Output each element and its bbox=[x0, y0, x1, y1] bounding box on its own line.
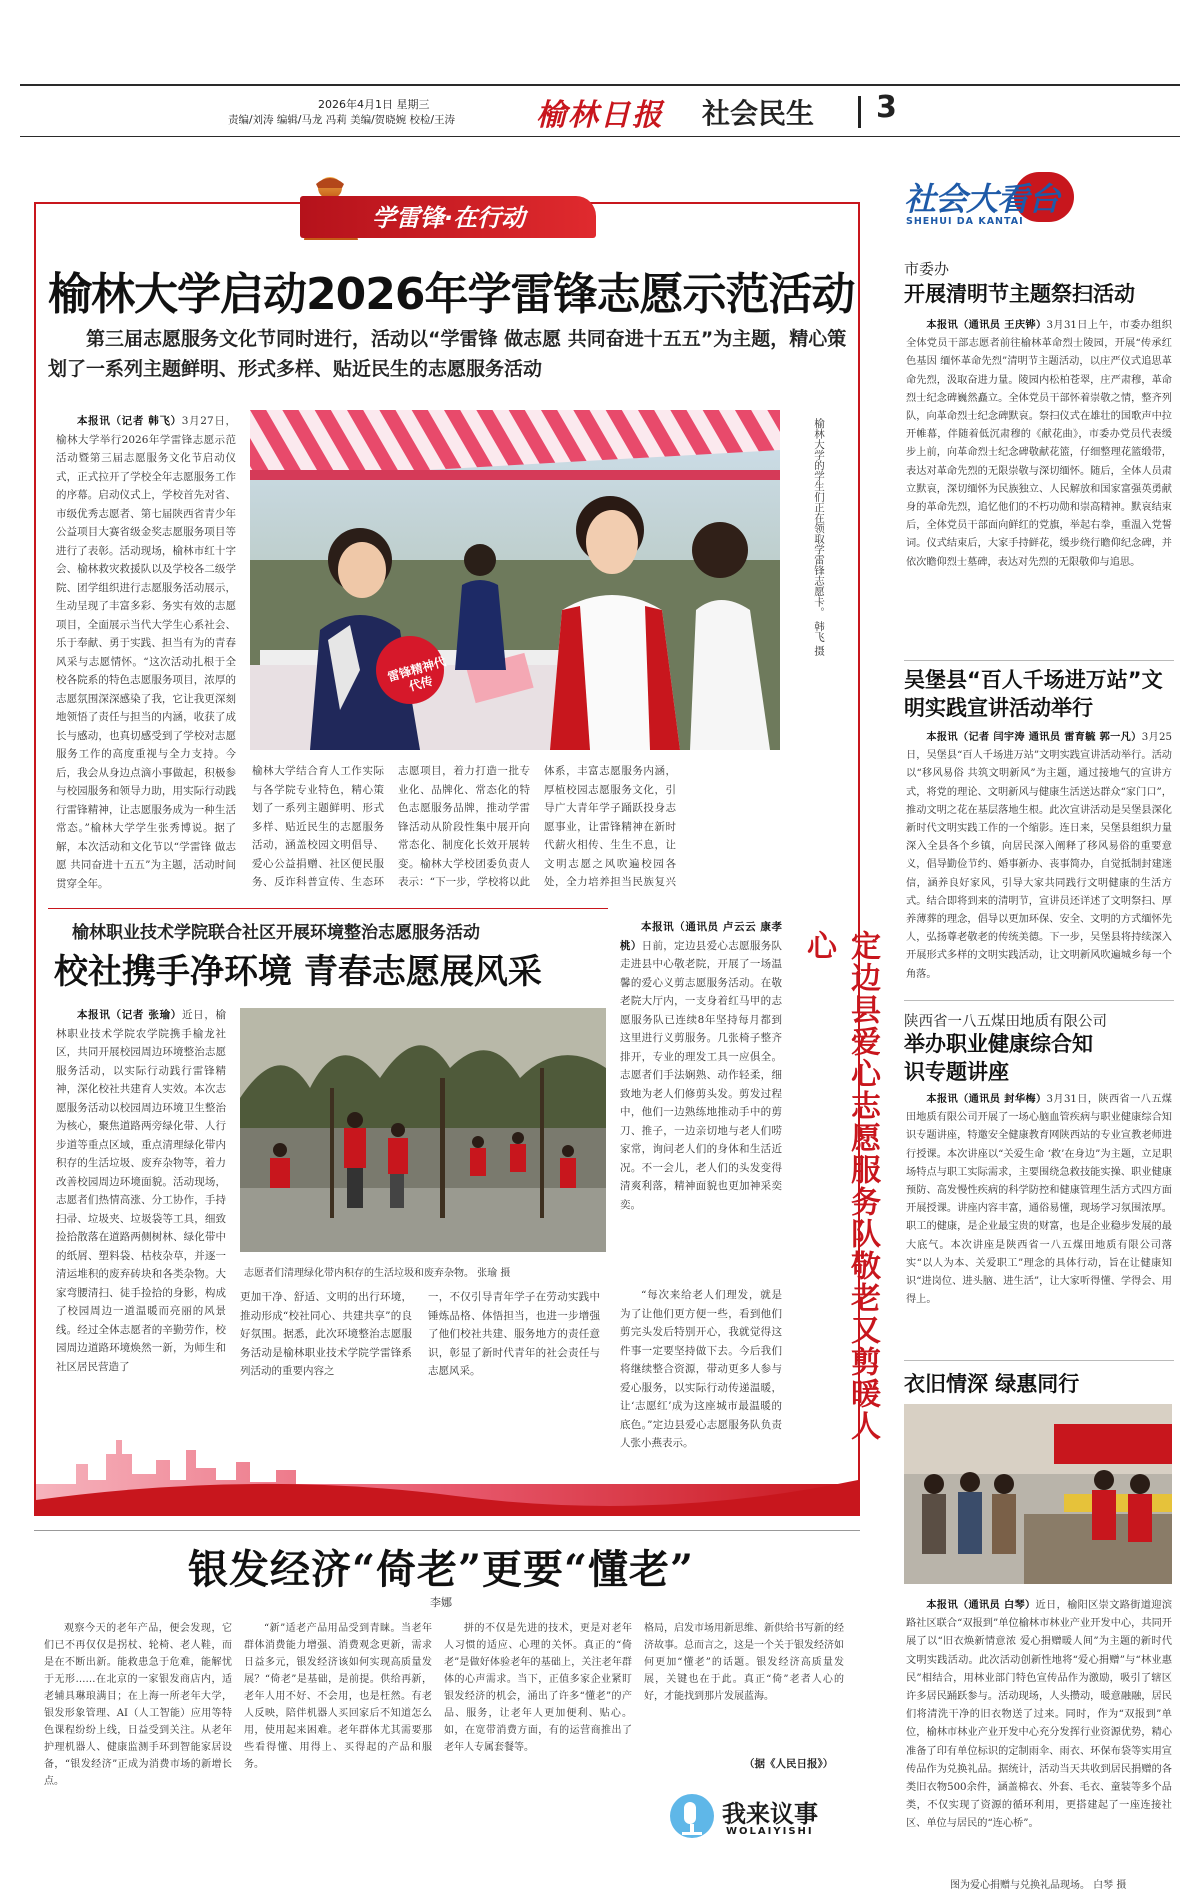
silver-col3: 拼的不仅是先进的技术，更是对老年人习惯的适应、心理的关怀。真正的“倚老”是做好体验老年的基础上，关注老年群体的心声需求。当下，正值多家企业紧盯银发经济的机会，涌出了许多“懂老”的产品、服务，让老年人更加便利、贴心。如，在宽带消费方面，有的运营商推出了老年人专属套餐等。 bbox=[444, 1623, 632, 1753]
dingbian-col1-text: 日前，定边县爱心志愿服务队走进县中心敬老院，开展了一场温馨的爱心义剪志愿服务活动。在敬老院大厅内，一支身着红马甲的志愿服务队已连续8年坚持每月都到这里进行义剪服务。几张椅子整齐排开，专业的理发工具一应俱全。志愿者们手法娴熟、动作轻柔，细致地为老人们修剪头发。剪发过程中，他们一边熟练地推动手中的剪刀、推子，一边亲切地与老人们唠家常，询问老人们的身体和生活近况。不一会儿，老人们的头发变得清爽利落，精神面貌也更加神采奕奕。 bbox=[620, 939, 782, 1211]
sidebar-item2-headline: 举办职业健康综合知识专题讲座 bbox=[904, 1032, 1093, 1084]
masthead-editors: 责编/刘涛 编辑/马龙 冯莉 美编/贺晓婉 校检/王涛 bbox=[228, 114, 456, 126]
masthead-date: 2026年4月1日 星期三 bbox=[318, 98, 430, 111]
sidebar-item0-byline: 本报讯（通讯员 王庆铧） bbox=[926, 319, 1047, 331]
sidebar-item3-body bbox=[906, 1596, 1172, 1870]
sidebar-item2-byline: 本报讯（通讯员 封华梅） bbox=[926, 1093, 1047, 1105]
photo-sign-text: 雷锋精神代代传 bbox=[386, 654, 448, 694]
main-photo-caption: 榆林大学的学生们正在领取学雷锋志愿卡。 韩飞 摄 bbox=[813, 418, 825, 656]
second-col1 bbox=[56, 1006, 226, 1426]
second-col2: 更加干净、舒适、文明的出行环境，推动形成“校社同心、共建共享”的良好氛围。据悉，此次环境整治志愿服务活动是榆林职业技术学院学雷锋系列活动的重要内容之 bbox=[240, 1291, 412, 1377]
dingbian-col1 bbox=[620, 918, 782, 1284]
second-headline: 校社携手净环境 青春志愿展风采 bbox=[54, 952, 542, 992]
skyline-decoration bbox=[36, 1410, 858, 1514]
sidebar-rule-2 bbox=[904, 1000, 1174, 1001]
dingbian-headline: 定边县爱心志愿服务队敬老又剪暖人心 bbox=[801, 930, 880, 1442]
main-col1 bbox=[56, 412, 236, 892]
silver-source: （据《人民日报》） bbox=[744, 1758, 834, 1770]
sidebar-item0-text: 3月31日上午，市委办组织全体党员干部志愿者前往榆林革命烈士陵园，开展“传承红色基因 缅怀革命先烈”清明节主题活动，以庄严仪式追思革命先烈，汲取奋进力量。陵园内松柏苍翠，庄严肃穆，革命烈士纪念碑巍然矗立。全体党员干部怀着崇敬之情，整齐列队，向革命烈士纪念碑默哀。祭扫仪式在雄壮的国歌声中拉开帷幕，伴随着低沉肃穆的《献花曲》，市委办党员代表缓步上前，向革命烈士纪念碑敬献花篮，仔细整理花篮缎带，表达对革命先烈的无限崇敬与深切缅怀。随后，全体人员肃立默哀，深切缅怀为民族独立、人民解放和国家富强英勇献身的革命先烈，追忆他们的不朽功勋和崇高精神。默哀结束后，全体党员干部面向鲜红的党旗，举起右拳，重温入党誓词。仪式结束后，大家手持鲜花，缓步绕行瞻仰纪念碑，并依次瞻仰烈士墓碑，表达对先烈的无限敬仰与追思。 bbox=[906, 320, 1172, 568]
sidebar-item3-byline: 本报讯（通讯员 白琴） bbox=[926, 1599, 1036, 1611]
second-photo-caption: 志愿者们清理绿化带内积存的生活垃圾和废弃杂物。 张瑜 摄 bbox=[244, 1268, 511, 1279]
main-headline: 榆林大学启动2026年学雷锋志愿示范活动 bbox=[48, 269, 855, 320]
sidebar-item0-headline: 开展清明节主题祭扫活动 bbox=[904, 282, 1135, 306]
silver-rule bbox=[34, 1530, 860, 1531]
sidebar-item1-text: 3月25日，吴堡县“百人千场进万站”文明实践宣讲活动举行。活动以“移风易俗 共筑文明新风”为主题，通过接地气的宣讲方式，将党的理论、文明新风与健康生活送达群众“家门口”，推动文明之花在基层落地生根。此次宣讲活动是吴堡县深化新时代文明实践工作的一个缩影。连日来，吴堡县组织力量深入全县各个乡镇，向居民深入阐释了移风易俗的重要意义，倡导勤俭节约、婚事新办、丧事简办，自觉抵制封建迷信，涵养良好家风，引导大家共同践行文明健康的生活方式。结合即将到来的清明节，宣讲员还详述了文明祭扫、厚养薄葬的理念，倡导以更加环保、安全、文明的方式缅怀先人，弘扬尊老敬老的传统美德。下一步，吴堡县将持续深入开展形式多样的文明实践活动，让文明新风吹遍城乡每一个角落。 bbox=[906, 732, 1172, 980]
silver-col2: “新”适老产品用品受到青睐。当老年群体消费能力增强、消费观念更新，需求日益多元，银发经济该如何实现高质量发展？“倚老”是基础，是前提。供给再新，老年人用不好、不会用，也是枉然。有老人反映，陪伴机器人买回家后不知道怎么用，使用起来困难。老年群体尤其需要那些看得懂、用得上、买得起的产品和服务。 bbox=[244, 1623, 432, 1770]
column-logo-en: WOLAIYISHI bbox=[726, 1826, 814, 1837]
second-col3: 一，不仅引导青年学子在劳动实践中锤炼品格、体悟担当，也进一步增强了他们校社共建、服务地方的责任意识，彰显了新时代青年的社会责任与志愿风采。 bbox=[428, 1291, 600, 1377]
masthead-top-rule bbox=[20, 84, 1180, 86]
main-col4: 体系，丰富志愿服务内涵，厚植校园志愿服务文化，引导广大青年学子踊跃投身志愿事业，让雷锋精神在新时代薪火相传、生生不息，让文明志愿之风吹遍校园各处，全力培养担当民族复兴 bbox=[544, 765, 676, 888]
dingbian-col2: “每次来给老人们理发，就是为了让他们更方便一些，看到他们剪完头发后特别开心，我就觉得这件事一定要坚持做下去。今后我们将继续整合资源，带动更多人参与爱心服务，以实际行动传递温暖，让‘志愿红’成为这座城市最温暖的底色。”定边县爱心志愿服务队负责人张小燕表示。 bbox=[620, 1289, 782, 1449]
sidebar-item3-headline: 衣旧情深 绿惠同行 bbox=[904, 1372, 1080, 1396]
second-col1-text: 近日，榆林职业技术学院农学院携手榆龙社区，共同开展校园周边环境整治志愿服务活动，以实际行动践行雷锋精神，深化校社共建育人实效。本次志愿服务活动以校园周边环境卫生整治为核心，聚焦道路两旁绿化带、人行步道等重点区域，重点清理绿化带内积存的生活垃圾、废弃杂物等，着力改善校园周边环境面貌。活动现场，志愿者们热情高涨、分工协作，手持扫帚、垃圾夹、垃圾袋等工具，细致捡拾散落在道路两侧树林、绿化带中的纸屑、塑料袋、枯枝杂草，并逐一清运堆积的废弃砖块和各类杂物。大家弯腰清扫、徒手捡拾的身影，构成了校园周边一道温暖而亮丽的风景线。经过全体志愿者的辛勤劳作，校园周边道路环境焕然一新，为师生和社区居民营造了 bbox=[56, 1009, 226, 1373]
column-logo-icon bbox=[668, 1792, 716, 1840]
sidebar-item3-photo bbox=[904, 1404, 1172, 1584]
main-col3: 志愿项目，着力打造一批专业化、品牌化、常态化的特色志愿服务品牌，推动学雷锋活动从阶段性集中展开向常态化、制度化长效开展转变。榆林大学校团委负责人表示：“下一步，学校将以此 bbox=[398, 765, 530, 888]
sidebar-item2-kicker: 陕西省一八五煤田地质有限公司 bbox=[904, 1014, 1107, 1030]
sidebar-logo: 社会大看台 bbox=[904, 180, 1060, 218]
banner-title: 学雷锋·在行动 bbox=[372, 204, 526, 232]
sidebar-rule-3 bbox=[904, 1360, 1174, 1361]
silver-headline: 银发经济“倚老”更要“懂老” bbox=[188, 1546, 695, 1593]
column-logo-text: 我来议事 bbox=[722, 1800, 818, 1828]
page-number: 3 bbox=[876, 90, 897, 125]
sidebar-item3-caption: 图为爱心捐赠与兑换礼品现场。 白琴 摄 bbox=[950, 1880, 1127, 1891]
dingbian-byline: 本报讯（通讯员 卢云云 康孝桃） bbox=[620, 921, 782, 952]
masthead-bottom-rule bbox=[20, 136, 1180, 137]
second-pretitle: 榆林职业技术学院联合社区开展环境整治志愿服务活动 bbox=[72, 923, 480, 943]
main-col2: 榆林大学结合育人工作实际与各学院专业特色，精心策划了一系列主题鲜明、形式多样、贴近民生的志愿服务活动，涵盖校园文明倡导、爱心公益捐赠、社区便民服务、反诈科普宣传、生态环 bbox=[252, 765, 384, 888]
masthead-divider bbox=[858, 96, 861, 128]
sidebar-item0-body bbox=[906, 316, 1172, 652]
paper-name-logo: 榆林日报 bbox=[536, 98, 664, 133]
sidebar-item1-headline: 吴堡县“百人千场进万站”文明实践宣讲活动举行 bbox=[904, 668, 1163, 720]
sidebar-item0-kicker: 市委办 bbox=[904, 260, 950, 278]
sidebar-item3-text: 近日，榆阳区崇文路街道迎滨路社区联合“双报到”单位榆林市林业产业开发中心，共同开展了以“旧衣焕新情意浓 爱心捐赠暖人间”为主题的新时代文明实践活动。此次活动创新性地将“爱心捐赠”与“林业惠民”相结合，用林业部门特色宣传品作为激励，吸引了辖区许多居民踊跃参与。活动现场，人头攒动，暖意融融，居民们将清洗干净的旧衣物送了过来。同时，作为“双报到”单位，榆林市林业产业开发中心充分发挥行业资源优势，精心准备了印有单位标识的定制雨伞、雨衣、环保布袋等实用宣传品作为兑换礼品。据统计，活动当天共收到居民捐赠的各类旧衣物500余件，涵盖棉衣、外套、毛衣、童装等多个品类，不仅实现了资源的循环利用，更搭建起了一座连接社区、单位与居民的“连心桥”。 bbox=[906, 1600, 1172, 1830]
silver-col1: 观察今天的老年产品，便会发现，它们已不再仅仅是拐杖、轮椅、老人鞋，而是在不断出新。能救患急于危难，能解忧于无形……在北京的一家银发商店内，适老辅具琳琅满目；在上海一所老年大学，银发形象管理、AI（人工智能）应用等特色课程纷纷上线，日益受到关注。从老年护理机器人、健康监测手环到智能家居设备，“银发经济”正成为消费市场的新增长点。 bbox=[44, 1623, 232, 1787]
sidebar-logo-en: SHEHUI DA KANTAI bbox=[906, 216, 1024, 227]
main-col1-text: 3月27日，榆林大学举行2026年学雷锋志愿示范活动暨第三届志愿服务文化节启动仪式，正式拉开了学校全年志愿服务工作的序幕。启动仪式上，学校首先对省、市级优秀志愿者、第七届陕西省青少年公益项目大赛省级金奖志愿服务项目等进行了表彰。活动现场，榆林市红十字会、榆林救灾救援队以及学校各二级学院、团学组织进行志愿服务活动展示，生动呈现了丰富多彩、务实有效的志愿项目，全面展示当代大学生心系社会、乐于奉献、勇于实践、担当有为的青春风采与志愿情怀。“这次活动扎根于全校各院系的特色志愿服务项目，浓厚的志愿氛围深深感染了我，它让我更深刻地领悟了责任与担当的内涵，收获了成长与感动，也真切感受到了学校对志愿服务工作的高度重视与全力支持。今后，我会从身边点滴小事做起，积极参与校园服务和领导力助，用实际行动践行雷锋精神，让志愿服务成为一种生活常态。”榆林大学学生张秀博说。据了解，本次活动和文化节以“学雷锋 做志愿 共同奋进十五五”为主题，活动时间贯穿全年。 bbox=[56, 415, 236, 890]
sidebar-item1-body bbox=[906, 728, 1172, 992]
main-subhead: 第三届志愿服务文化节同时进行，活动以“学雷锋 做志愿 共同奋进十五五”为主题，精心策划了一系列主题鲜明、形式多样、贴近民生的志愿服务活动 bbox=[48, 328, 847, 380]
section-name: 社会民生 bbox=[702, 97, 815, 130]
main-byline: 本报讯（记者 韩飞） bbox=[77, 415, 182, 427]
main-photo bbox=[250, 410, 780, 750]
silver-col4: 格局，启发市场用新思维、新供给书写新的经济故事。总而言之，这是一个关于银发经济如何更加“懂老”的话题。银发经济高质量发展，关键也在于此。真正“倚”老者人心的好，才能找到那片发展蓝海。 bbox=[644, 1623, 844, 1702]
sidebar-item1-byline: 本报讯（记者 闫宇涛 通讯员 雷育毓 郭一凡） bbox=[926, 731, 1142, 743]
sidebar-rule-1 bbox=[904, 660, 1174, 661]
sidebar-item2-text: 3月31日，陕西省一八五煤田地质有限公司开展了一场心脑血管疾病与职业健康综合知识专题讲座，特邀安全健康教育网陕西站的专业宣教老师进行授课。本次讲座以“关爱生命 ‘救’在身边”为主题，立足职场特点与职工实际需求，主要围绕急救技能实操、职业健康预防、高发慢性疾病的科学防控和健康管理生活方式四方面开展授课。讲座内容丰富，通俗易懂，现场学习氛围浓厚。职工的健康，是企业最宝贵的财富，也是企业稳步发展的最大底气。本次讲座是陕西省一八五煤田地质有限公司落实“以人为本、关爱职工”理念的具体行动，旨在让健康知识“进岗位、进头脑、进生活”，让大家听得懂、学得会、用得上。 bbox=[906, 1094, 1172, 1306]
second-photo bbox=[240, 1008, 606, 1252]
silver-author: 李娜 bbox=[430, 1596, 452, 1609]
main-article-divider bbox=[48, 908, 608, 909]
second-byline: 本报讯（记者 张瑜） bbox=[77, 1009, 182, 1021]
sidebar-item2-body bbox=[906, 1090, 1172, 1352]
